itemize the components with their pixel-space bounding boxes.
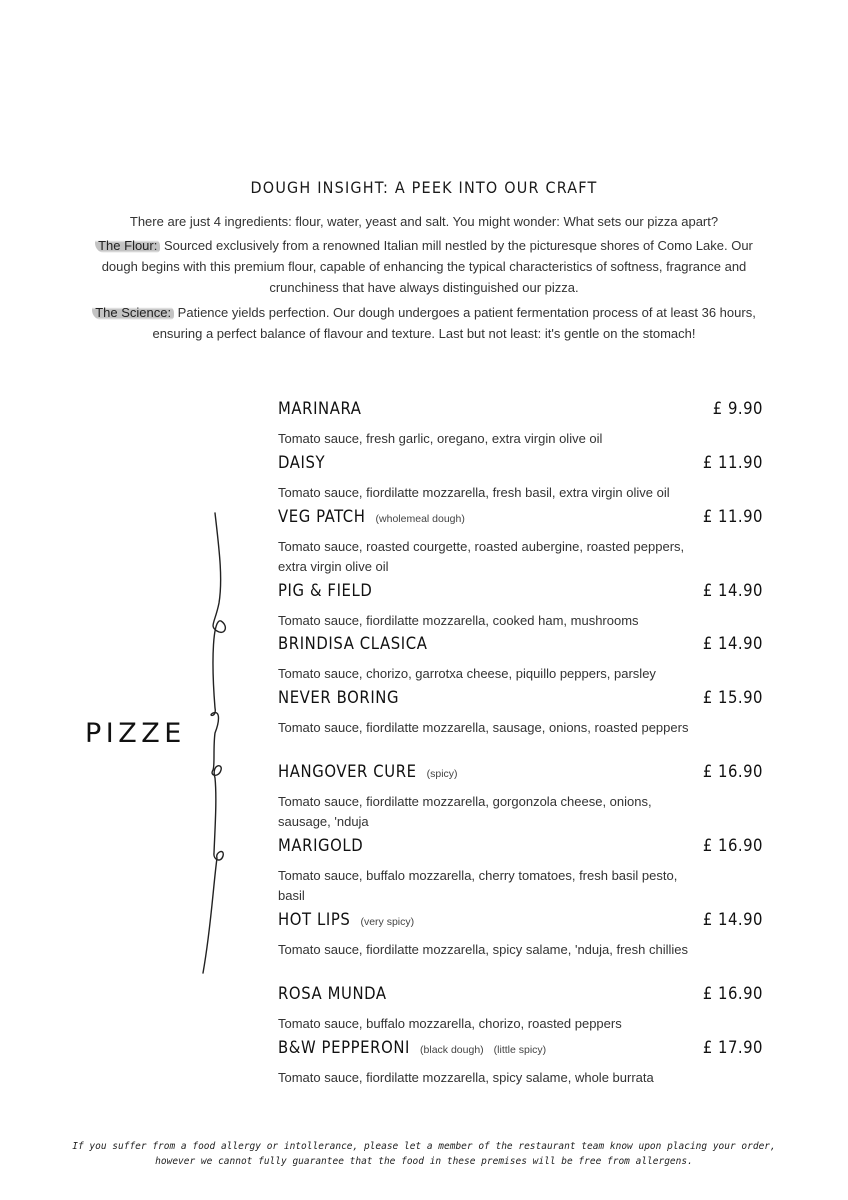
item-price: £ 14.90 — [702, 581, 763, 600]
item-note: (spicy) — [426, 768, 458, 780]
item-note: (little spicy) — [493, 1044, 547, 1056]
item-description: Tomato sauce, fiordilatte mozzarella, fresh basil, extra virgin olive oil — [278, 485, 670, 500]
section-title: PIZZE — [85, 718, 186, 749]
menu-item — [278, 762, 763, 832]
item-note: (very spicy) — [360, 916, 415, 928]
science-text: Patience yields perfection. Our dough undergoes a patient fermentation process of at least 36 hours, ensuring a perfect balance of flavour and texture. Last but not least: it's gentle on the stomach! — [152, 305, 756, 341]
item-name-text: VEG PATCH — [278, 507, 366, 526]
item-description: Tomato sauce, fiordilatte mozzarella, gorgonzola cheese, onions, sausage, 'nduja — [278, 794, 652, 829]
item-price: £ 17.90 — [702, 1038, 763, 1057]
item-name — [278, 1038, 763, 1057]
item-name: MARINARA — [278, 399, 362, 418]
item-description: Tomato sauce, fiordilatte mozzarella, sausage, onions, roasted peppers — [278, 720, 689, 735]
menu-item — [278, 836, 763, 906]
item-description: Tomato sauce, roasted courgette, roasted aubergine, roasted peppers, extra virgin olive oil — [278, 539, 685, 574]
item-name: NEVER BORING — [278, 688, 400, 707]
menu-item — [278, 1038, 763, 1088]
flour-text: Sourced exclusively from a renowned Italian mill nestled by the picturesque shores of Como Lake. Our dough begins with this premium flour, capable of enhancing the typical characteristics of softness, fragrance and crunchiness that have always distinguished our pizza. — [101, 238, 753, 295]
item-description: Tomato sauce, fresh garlic, oregano, extra virgin olive oil — [278, 431, 603, 446]
item-name — [278, 910, 763, 929]
item-name-text: HOT LIPS — [278, 910, 351, 929]
menu-item — [278, 688, 763, 738]
item-price: £ 11.90 — [702, 507, 763, 526]
item-price: £ 14.90 — [702, 910, 763, 929]
item-note: (wholemeal dough) — [375, 513, 465, 525]
item-description: Tomato sauce, fiordilatte mozzarella, spicy salame, 'nduja, fresh chillies — [278, 942, 688, 957]
item-name-text: HANGOVER CURE — [278, 762, 417, 781]
item-price: £ 11.90 — [702, 453, 763, 472]
menu-item — [278, 453, 763, 503]
intro-text — [84, 211, 764, 344]
item-name-text: B&W PEPPERONI — [278, 1038, 411, 1057]
item-price: £ 16.90 — [702, 984, 763, 1003]
item-note: (black dough) — [420, 1044, 484, 1056]
item-price: £ 9.90 — [712, 399, 763, 418]
flour-label: The Flour: — [95, 238, 160, 253]
item-name: BRINDISA CLASICA — [278, 634, 428, 653]
item-description: Tomato sauce, chorizo, garrotxa cheese, piquillo peppers, parsley — [278, 666, 656, 681]
allergen-disclaimer: If you suffer from a food allergy or intollerance, please let a member of the restaurant team know upon placing your order, however we cannot fully guarantee that the food in these premises will be free from allergens. — [72, 1141, 776, 1167]
item-description: Tomato sauce, fiordilatte mozzarella, spicy salame, whole burrata — [278, 1070, 654, 1085]
menu-item — [278, 507, 763, 577]
item-price: £ 15.90 — [702, 688, 763, 707]
science-paragraph — [84, 302, 764, 344]
item-description: Tomato sauce, buffalo mozzarella, cherry tomatoes, fresh basil pesto, basil — [278, 868, 678, 903]
item-price: £ 16.90 — [702, 836, 763, 855]
science-label: The Science: — [92, 305, 174, 320]
item-name: MARIGOLD — [278, 836, 364, 855]
squiggle-divider — [195, 508, 245, 978]
item-price: £ 16.90 — [702, 762, 763, 781]
menu-item — [278, 399, 763, 449]
menu-item — [278, 634, 763, 684]
item-name: ROSA MUNDA — [278, 984, 387, 1003]
item-description: Tomato sauce, buffalo mozzarella, chorizo, roasted peppers — [278, 1016, 622, 1031]
item-price: £ 14.90 — [702, 634, 763, 653]
menu-item — [278, 581, 763, 631]
item-name: PIG & FIELD — [278, 581, 373, 600]
flour-paragraph — [84, 235, 764, 298]
item-description: Tomato sauce, fiordilatte mozzarella, cooked ham, mushrooms — [278, 613, 639, 628]
menu-item — [278, 984, 763, 1034]
page-title: DOUGH INSIGHT: A PEEK INTO OUR CRAFT — [250, 178, 598, 197]
item-name — [278, 762, 763, 781]
item-name: DAISY — [278, 453, 326, 472]
item-name — [278, 507, 763, 526]
intro-line: There are just 4 ingredients: flour, water, yeast and salt. You might wonder: What sets our pizza apart? — [129, 214, 719, 229]
menu-item — [278, 910, 763, 960]
